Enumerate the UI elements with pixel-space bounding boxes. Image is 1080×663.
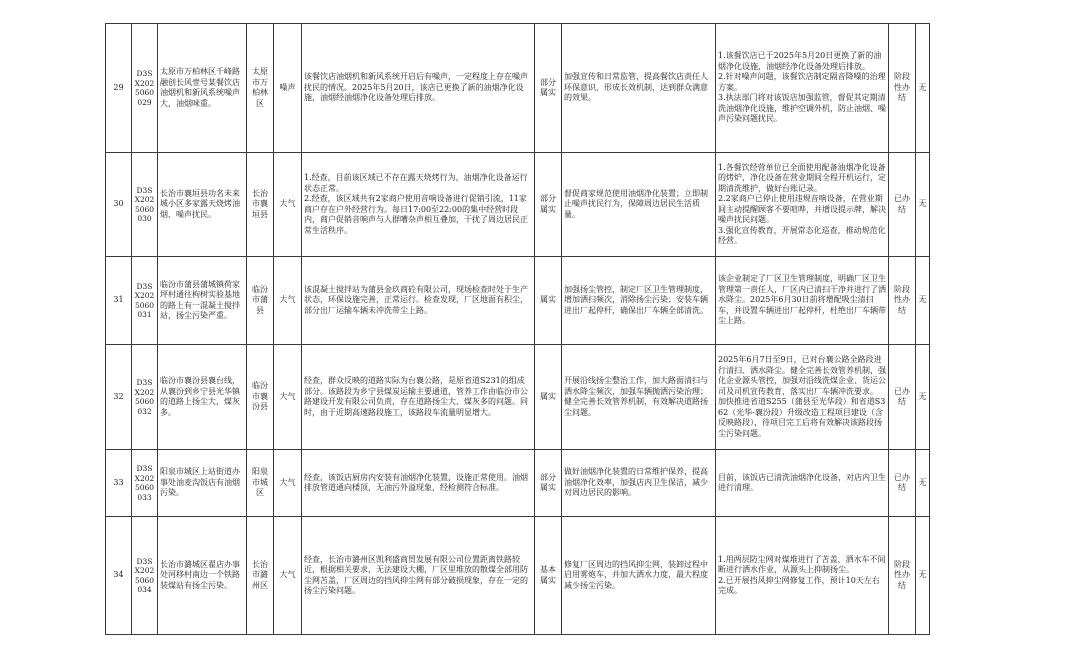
complaint-table <box>105 23 930 635</box>
accountability: 无 <box>916 153 930 257</box>
handling-opinion: 修复厂区周边的挡风抑尘网，装卸过程中启用雾炮车，并加大洒水力度，最大程度减少扬尘污染。 <box>562 517 716 635</box>
pollution-type: 大气 <box>274 257 302 345</box>
table-row <box>106 153 930 257</box>
row-number: 29 <box>106 24 132 153</box>
case-code: D3SX2025060034 <box>132 517 158 635</box>
complaint-content: 长治市潞城区翟店办事处河移村南边一个铁路装煤站有扬尘污染。 <box>158 517 247 635</box>
rectification-result: 2025年6月7日至9日，已对台襄公路全路段进行清扫、洒水降尘。健全完善长效管养机制，强化企业源头管控，加强对沿线洗煤企业、货运公司及司机宣传教育，落实出厂车辆冲洗要求。 加快推进省道S255（蒲县至光华段）和省道S362（光华-襄汾段）升级改造工程项目建设（含反映路段），待项目完工后将有效解决该路段扬尘污染问题。 <box>716 345 889 450</box>
table-row <box>106 345 930 450</box>
completion-status: 已办结 <box>889 345 916 450</box>
investigation-finding: 经查，群众反映的道路实际为台襄公路，是原省道S231的组成部分。该路段为乡宁县煤炭运输主要通道，管养工作由临汾市公路建设开发有限公司负责，存在道路扬尘大、煤灰多的问题。同时，由于近期高速路段施工，该路段车流量明显增大。 <box>302 345 535 450</box>
complaint-content: 阳泉市城区上站街道办事处油麦沟饭店有油烟污染。 <box>158 450 247 517</box>
complaint-content: 临汾市襄汾县襄台线，从襄汾到乡宁县光华镇的道路上扬尘大，煤灰多。 <box>158 345 247 450</box>
complaint-content: 临汾市蒲县蒲城镇荷家坪村通往枸树实验基地的路上有一混凝土搅拌站，扬尘污染严重。 <box>158 257 247 345</box>
rectification-result: 1.用两层防尘网对煤堆进行了苫盖，洒水车不间断进行洒水作业，从源头上抑制扬尘。 2.已开展挡风抑尘网修复工作，预计10天左右完成。 <box>716 517 889 635</box>
pollution-type: 大气 <box>274 450 302 517</box>
truth-assessment: 部分属实 <box>535 450 562 517</box>
completion-status: 阶段性办结 <box>889 517 916 635</box>
handling-opinion: 督促商家规范使用油烟净化装置；立即制止噪声扰民行为，保障周边居民生活质量。 <box>562 153 716 257</box>
complaint-content: 长治市襄垣县功名未来城小区多家露天烧烤油烟、噪声扰民。 <box>158 153 247 257</box>
truth-assessment: 基本属实 <box>535 517 562 635</box>
pollution-type: 噪声 <box>274 24 302 153</box>
investigation-finding: 经查，长治市潞州区凯利盛商贸发展有限公司位置距离铁路较近，根据相关要求，无法建设大棚，厂区里堆放的散煤全部用防尘网苫盖，厂区周边的挡风抑尘网有部分破损现象，存在一定的扬尘污染问题。 <box>302 517 535 635</box>
investigation-finding: 该餐饮店油烟机和新风系统开启后有噪声，一定程度上存在噪声扰民的情况。2025年5月20日，该店已更换了新的油烟净化设施，油烟经油烟净化设备处理后排放。 <box>302 24 535 153</box>
row-number: 32 <box>106 345 132 450</box>
investigation-finding: 该混凝土搅拌站为蒲县金玖商砼有限公司，现场检查时处于生产状态，环保设施完善，正常运行。检查发现，厂区地面有积尘，部分出厂运输车辆未冲洗带尘上路。 <box>302 257 535 345</box>
rectification-result: 目前，该饭店已清洗油烟净化设备，对店内卫生进行清理。 <box>716 450 889 517</box>
pollution-type: 大气 <box>274 153 302 257</box>
administrative-area: 临汾市襄汾县 <box>247 345 274 450</box>
completion-status: 阶段性办结 <box>889 257 916 345</box>
accountability: 无 <box>916 345 930 450</box>
truth-assessment: 属实 <box>535 345 562 450</box>
handling-opinion: 做好油烟净化装置的日常维护保养，提高油烟净化效率，加强店内卫生保洁，减少对周边居民的影响。 <box>562 450 716 517</box>
table-row <box>106 517 930 635</box>
handling-opinion: 开展沿线扬尘整治工作，加大路面清扫与洒水降尘频次，加强车辆抛洒污染治理；健全完善长效管养机制，有效解决道路扬尘问题。 <box>562 345 716 450</box>
truth-assessment: 部分属实 <box>535 24 562 153</box>
administrative-area: 长治市潞州区 <box>247 517 274 635</box>
pollution-type: 大气 <box>274 517 302 635</box>
rectification-result: 该企业制定了厂区卫生管理制度，明确厂区卫生管理第一责任人，厂区内已清扫干净并进行了洒水降尘。2025年6月30日前将增配吸尘清扫车，并设置车辆进出厂起停杆，杜绝出厂车辆带尘上路。 <box>716 257 889 345</box>
table-row <box>106 450 930 517</box>
rectification-result: 1.各餐饮经营单位已全面使用配备油烟净化设备的烤炉，净化设备在营业期间全程开机运行，定期清洗维护，做好台账记录。 2.2家商户已停止使用违规音响设备，在营业期间主动提醒顾客不要喧哗，并增设提示牌，解决噪声扰民问题。 3.强化宣传教育，开展常态化巡查，推动规范化经营。 <box>716 153 889 257</box>
case-code: D3SX2025060032 <box>132 345 158 450</box>
case-code: D3SX2025060033 <box>132 450 158 517</box>
pollution-type: 大气 <box>274 345 302 450</box>
administrative-area: 太原市万柏林区 <box>247 24 274 153</box>
accountability: 无 <box>916 257 930 345</box>
truth-assessment: 部分属实 <box>535 153 562 257</box>
accountability: 无 <box>916 517 930 635</box>
handling-opinion: 加强宣传和日常监管，提高餐饮店责任人环保意识，形成长效机制，达到群众满意的效果。 <box>562 24 716 153</box>
table-row <box>106 257 930 345</box>
truth-assessment: 属实 <box>535 257 562 345</box>
administrative-area: 阳泉市城区 <box>247 450 274 517</box>
investigation-finding: 经查，该饭店厨房内安装有油烟净化装置，设施正常使用。油烟排放管道通向楼顶，无油污外溢现象，经检测符合标准。 <box>302 450 535 517</box>
case-code: D3SX2025060031 <box>132 257 158 345</box>
investigation-finding: 1.经查，目前该区域已不存在露天烧烤行为，油烟净化设备运行状态正常。 2.经查，该区域共有2家商户使用音响设备进行促销引流，11家商户存在户外经营行为。每日17:00至22:00的集中经营时段内，商户促销音响声与人群嘈杂声相互叠加，干扰了周边居民正常生活秩序。 <box>302 153 535 257</box>
completion-status: 阶段性办结 <box>889 24 916 153</box>
rectification-result: 1.该餐饮店已于2025年5月20日更换了新的油烟净化设施，油烟经净化设备处理后排放。 2.针对噪声问题，该餐饮店制定隔音降噪的治理方案。 3.执法部门将对该饭店加强监管，督促其定期清洗油烟净化设施，维护空调外机，防止油烟、噪声污染问题扰民。 <box>716 24 889 153</box>
accountability: 无 <box>916 24 930 153</box>
table-row <box>106 24 930 153</box>
row-number: 34 <box>106 517 132 635</box>
row-number: 31 <box>106 257 132 345</box>
row-number: 30 <box>106 153 132 257</box>
administrative-area: 临汾市蒲县 <box>247 257 274 345</box>
completion-status: 已办结 <box>889 450 916 517</box>
complaint-content: 太原市万柏林区千峰路融创长风壹号某餐饮店油烟机和新风系统噪声大，油烟味重。 <box>158 24 247 153</box>
completion-status: 已办结 <box>889 153 916 257</box>
case-code: D3SX2025060030 <box>132 153 158 257</box>
administrative-area: 长治市襄垣县 <box>247 153 274 257</box>
case-code: D3SX2025060029 <box>132 24 158 153</box>
row-number: 33 <box>106 450 132 517</box>
handling-opinion: 加强扬尘管控，制定厂区卫生管理制度，增加洒扫频次，消除扬尘污染；安装车辆进出厂起停杆，确保出厂车辆全部清洗。 <box>562 257 716 345</box>
accountability: 无 <box>916 450 930 517</box>
